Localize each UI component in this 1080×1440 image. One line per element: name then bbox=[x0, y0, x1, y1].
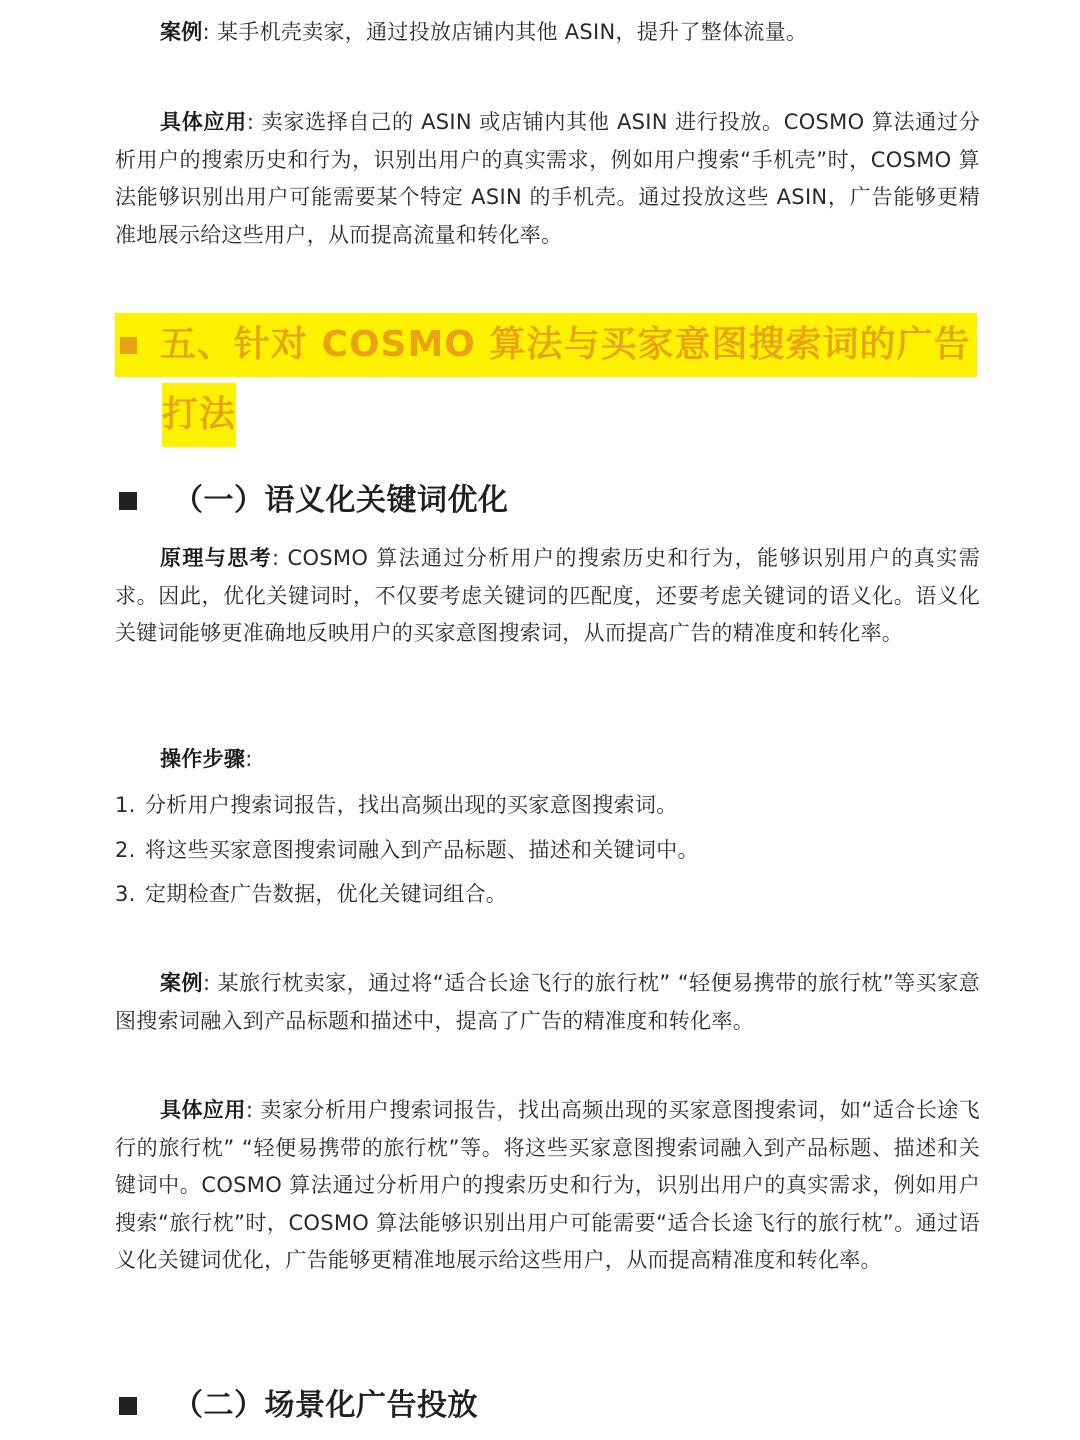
list-item-number: 2. bbox=[115, 838, 136, 862]
steps-heading bbox=[115, 741, 980, 779]
application2-text: 卖家分析用户搜索词报告，找出高频出现的买家意图搜索词，如“适合长途飞行的旅行枕” “轻便易携带的旅行枕”等。将这些买家意图搜索词融入到产品标题、描述和关键词中。COSMO 算法通过分析用户的搜索历史和行为，识别出用户的真实需求，例如用户搜索“旅行枕”时，COSMO 算法能够识别出用户可能需要“适合长途飞行的旅行枕”。通过语义化关键词优化，广告能够更精准地展示给这些用户，从而提高精准度和转化率。 bbox=[115, 1098, 981, 1272]
list-item bbox=[115, 787, 980, 824]
list-item-text: 定期检查广告数据，优化关键词组合。 bbox=[145, 882, 508, 906]
case-text: 某手机壳卖家，通过投放店铺内其他 ASIN，提升了整体流量。 bbox=[216, 20, 808, 44]
subheading-square-icon bbox=[119, 1397, 137, 1415]
application2-sep: : bbox=[245, 1098, 254, 1122]
application-paragraph-2 bbox=[115, 1092, 980, 1280]
list-item-number: 1. bbox=[115, 793, 136, 817]
subheading-2 bbox=[115, 1381, 980, 1431]
subheading-square-icon bbox=[119, 492, 137, 510]
subheading-2-title: （二）场景化广告投放 bbox=[173, 1388, 478, 1423]
list-item-text: 分析用户搜索词报告，找出高频出现的买家意图搜索词。 bbox=[145, 793, 678, 817]
list-item-number: 3. bbox=[115, 882, 136, 906]
steps-sep: : bbox=[245, 747, 253, 771]
principle-label: 原理与思考 bbox=[160, 546, 273, 570]
application-text: 卖家选择自己的 ASIN 或店铺内其他 ASIN 进行投放。COSMO 算法通过分析用户的搜索历史和行为，识别出用户的真实需求，例如用户搜索“手机壳”时，COSMO 算法能够识别出用户可能需要某个特定 ASIN 的手机壳。通过投放这些 ASIN，广告能够更精准地展示给这些用户，从而提高流量和转化率。 bbox=[115, 110, 980, 247]
case-label: 案例 bbox=[160, 20, 203, 44]
section-title-line1: 五、针对 COSMO 算法与买家意图搜索词的广告 bbox=[160, 324, 971, 365]
case2-label: 案例 bbox=[160, 971, 204, 995]
case2-sep: : bbox=[203, 971, 211, 995]
list-item bbox=[115, 876, 980, 913]
application-paragraph-top bbox=[115, 104, 980, 254]
principle-text: COSMO 算法通过分析用户的搜索历史和行为，能够识别用户的真实需求。因此，优化关键词时，不仅要考虑关键词的匹配度，还要考虑关键词的语义化。语义化关键词能够更准确地反映用户的买家意图搜索词，从而提高广告的精准度和转化率。 bbox=[115, 546, 980, 645]
steps-label: 操作步骤 bbox=[160, 747, 246, 771]
section-title-line2: 打法 bbox=[162, 394, 237, 435]
application2-label: 具体应用 bbox=[160, 1098, 246, 1122]
subheading-1-title: （一）语义化关键词优化 bbox=[173, 483, 509, 518]
application-sep: : bbox=[246, 110, 255, 134]
application-label: 具体应用 bbox=[160, 110, 247, 134]
case2-text: 某旅行枕卖家，通过将“适合长途飞行的旅行枕” “轻便易携带的旅行枕”等买家意图搜索词融入到产品标题和描述中，提高了广告的精准度和转化率。 bbox=[115, 971, 981, 1033]
principle-paragraph bbox=[115, 540, 980, 653]
list-item-text: 将这些买家意图搜索词融入到产品标题、描述和关键词中。 bbox=[145, 838, 699, 862]
principle-sep: : bbox=[272, 546, 280, 570]
case-paragraph-2 bbox=[115, 965, 980, 1040]
case-paragraph-top bbox=[115, 14, 980, 52]
subheading-1 bbox=[115, 476, 980, 526]
heading-square-icon bbox=[120, 337, 137, 354]
case-sep: : bbox=[202, 20, 210, 44]
list-item bbox=[115, 832, 980, 869]
